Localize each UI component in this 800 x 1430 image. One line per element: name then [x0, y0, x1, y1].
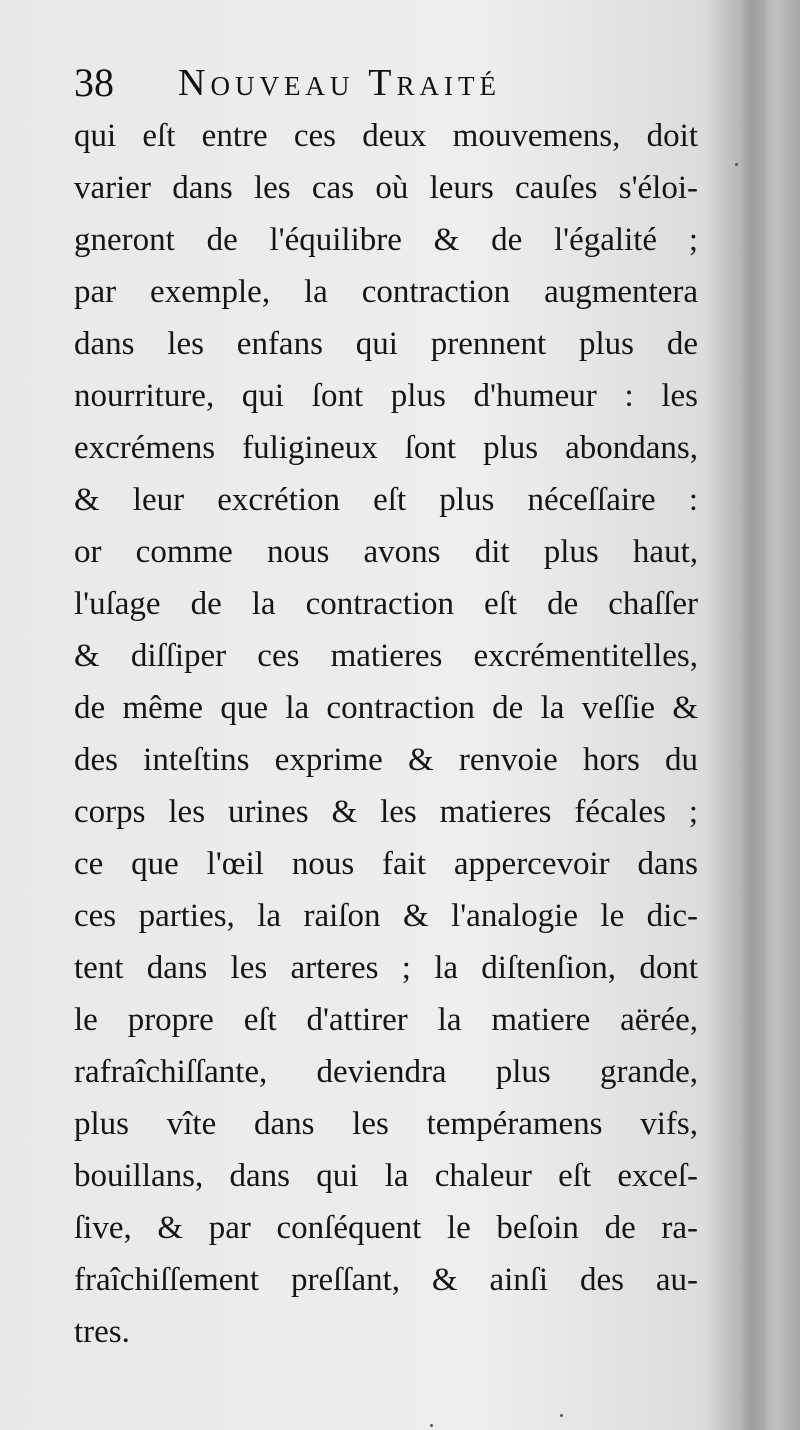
- text-line: rafraîchiſſante, deviendra plus grande,: [74, 1054, 698, 1090]
- text-line: varier dans les cas où leurs cauſes s'éloi-: [74, 170, 698, 206]
- text-line: le propre eſt d'attirer la matiere aërée,: [74, 1002, 698, 1038]
- text-line: bouillans, dans qui la chaleur eſt exceſ-: [74, 1158, 698, 1194]
- text-line: or comme nous avons dit plus haut,: [74, 534, 698, 570]
- body-text: [74, 110, 698, 1358]
- text-line: ce que l'œil nous fait appercevoir dans: [74, 846, 698, 882]
- text-line: gneront de l'équilibre & de l'égalité ;: [74, 222, 698, 258]
- text-line: & leur excrétion eſt plus néceſſaire :: [74, 482, 698, 518]
- page-gutter-shadow: [740, 0, 800, 1430]
- page-number: 38: [74, 60, 114, 105]
- running-head: [74, 58, 634, 108]
- text-line: fraîchiſſement preſſant, & ainſi des au-: [74, 1262, 698, 1298]
- text-line: nourriture, qui ſont plus d'humeur : les: [74, 378, 698, 414]
- text-line: tent dans les arteres ; la diſtenſion, dont: [74, 950, 698, 986]
- text-line: l'uſage de la contraction eſt de chaſſer: [74, 586, 698, 622]
- paper-speck: [735, 163, 738, 166]
- text-line: & diſſiper ces matieres excrémentitelles,: [74, 638, 698, 674]
- text-line: dans les enfans qui prennent plus de: [74, 326, 698, 362]
- running-title: Nouveau Traité: [178, 62, 501, 104]
- text-line: plus vîte dans les tempéramens vifs,: [74, 1106, 698, 1142]
- paper-speck: [560, 1414, 563, 1417]
- text-line: corps les urines & les matieres fécales ;: [74, 794, 698, 830]
- paper-speck: [430, 1424, 433, 1427]
- text-line: excrémens fuligineux ſont plus abondans,: [74, 430, 698, 466]
- text-line: des inteſtins exprime & renvoie hors du: [74, 742, 698, 778]
- text-line: qui eſt entre ces deux mouvemens, doit: [74, 118, 698, 154]
- text-line: ces parties, la raiſon & l'analogie le dic-: [74, 898, 698, 934]
- text-line: par exemple, la contraction augmentera: [74, 274, 698, 310]
- text-line: de même que la contraction de la veſſie &: [74, 690, 698, 726]
- text-line: ſive, & par conſéquent le beſoin de ra-: [74, 1210, 698, 1246]
- text-line: tres.: [74, 1314, 130, 1350]
